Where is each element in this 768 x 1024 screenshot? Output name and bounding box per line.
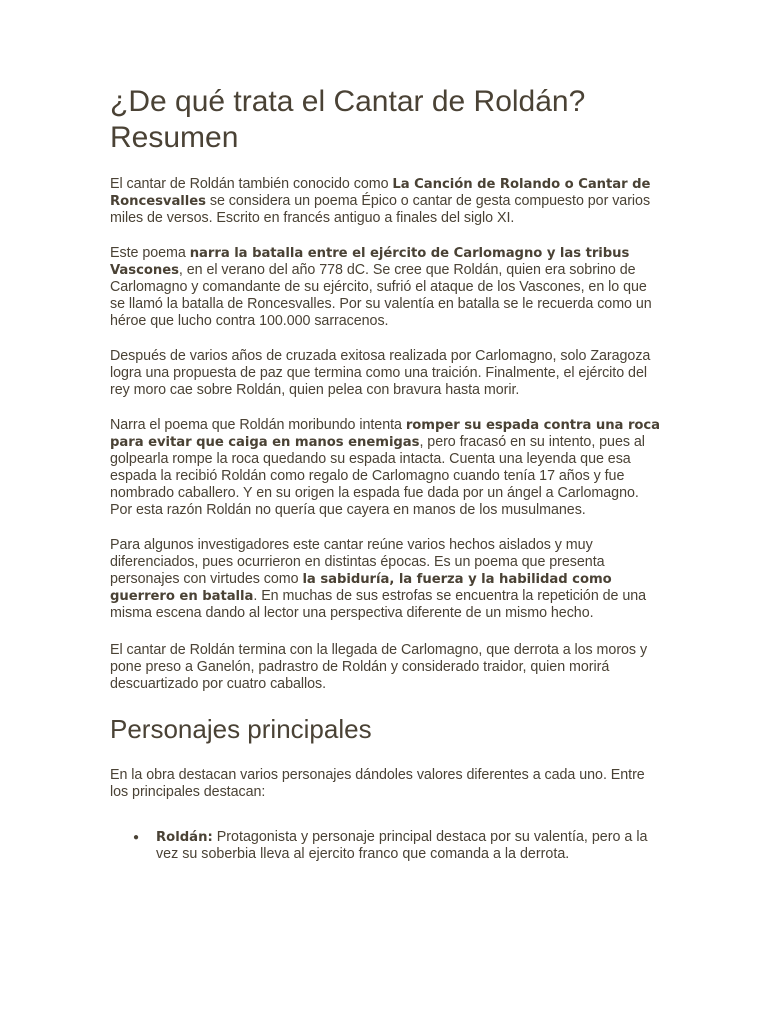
paragraph-crusade [110,348,662,399]
paragraph-researchers [110,537,662,622]
paragraph-text: El cantar de Roldán también conocido como [110,176,393,192]
paragraph-text: Narra el poema que Roldán moribundo intenta [110,417,406,433]
paragraph-intro [110,176,662,227]
paragraph-ending [110,642,662,693]
paragraph-text: Este poema [110,245,190,261]
paragraph-bold-text: narra la batalla entre el ejército de Carlomagno y las tribus Vascones [110,246,630,278]
characters-list [110,829,662,863]
paragraph-text: El cantar de Roldán termina con la llegada de Carlomagno, que derrota a los moros y pone preso a Ganelón, padrastro de Roldán y considerado traidor, quien morirá descuartizado por cuatro caballos. [110,642,648,692]
paragraph-bold-text: la sabiduría, la fuerza y la habilidad como guerrero en batalla [110,572,612,604]
page-title-line-1: ¿De qué trata el Cantar de Roldán? [110,85,586,118]
paragraph-text: se considera un poema Épico o cantar de gesta compuesto por varios miles de versos. Escrito en francés antiguo a finales del siglo XI. [110,193,651,226]
paragraph-text: Después de varios años de cruzada exitosa realizada por Carlomagno, solo Zaragoza logra una propuesta de paz que termina como una traición. Finalmente, el ejército del rey moro cae sobre Roldán, quien pelea con bravura hasta morir. [110,348,651,398]
character-description: Protagonista y personaje principal destaca por su valentía, pero a la vez su soberbia lleva al ejercito franco que comanda a la derrota. [156,829,648,862]
paragraph-text: , en el verano del año 778 dC. Se cree que Roldán, quien era sobrino de Carlomagno y comandante de su ejército, sufrió el ataque de los Vascones, en lo que se llamó la batalla de Roncesvalles. Por su valentía en batalla se le recuerda como un héroe que lucho contra 100.000 sarracenos. [110,262,652,329]
character-name: Roldán: [156,830,213,845]
paragraph-text: . En muchas de sus estrofas se encuentra la repetición de una misma escena dando al lector una perspectiva diferente de un mismo hecho. [110,588,647,621]
paragraph-bold-text: La Canción de Rolando o Cantar de Roncesvalles [110,177,651,209]
paragraph-text: , pero fracasó en su intento, pues al golpearla rompe la roca quedando su espada intacta. Cuenta una leyenda que esa espada la recibió Roldán como regalo de Carlomagno cuando tenía 17 años y fue nombrado caballero. Y en su origen la espada fue dada por un ángel a Carlomagno. Por esta razón Roldán no quería que cayera en manos de los musulmanes. [110,434,645,518]
section-heading-characters: Personajes principales [110,714,372,744]
list-item [133,829,662,863]
paragraph-bold-text: romper su espada contra una roca para evitar que caiga en manos enemigas [110,418,661,450]
page-title [110,84,662,156]
page-title-line-2: Resumen [110,121,239,154]
document-page [110,84,662,863]
bullet-icon: ● [133,832,140,843]
paragraph-sword [110,417,662,519]
paragraph-text: En la obra destacan varios personajes dándoles valores diferentes a cada uno. Entre los principales destacan: [110,767,645,800]
paragraph-text: Para algunos investigadores este cantar reúne varios hechos aislados y muy diferenciados, pues ocurrieron en distintas épocas. Es un poema que presenta personajes con virtudes como [110,537,605,587]
paragraph-characters-intro [110,767,662,801]
paragraph-battle [110,245,662,330]
